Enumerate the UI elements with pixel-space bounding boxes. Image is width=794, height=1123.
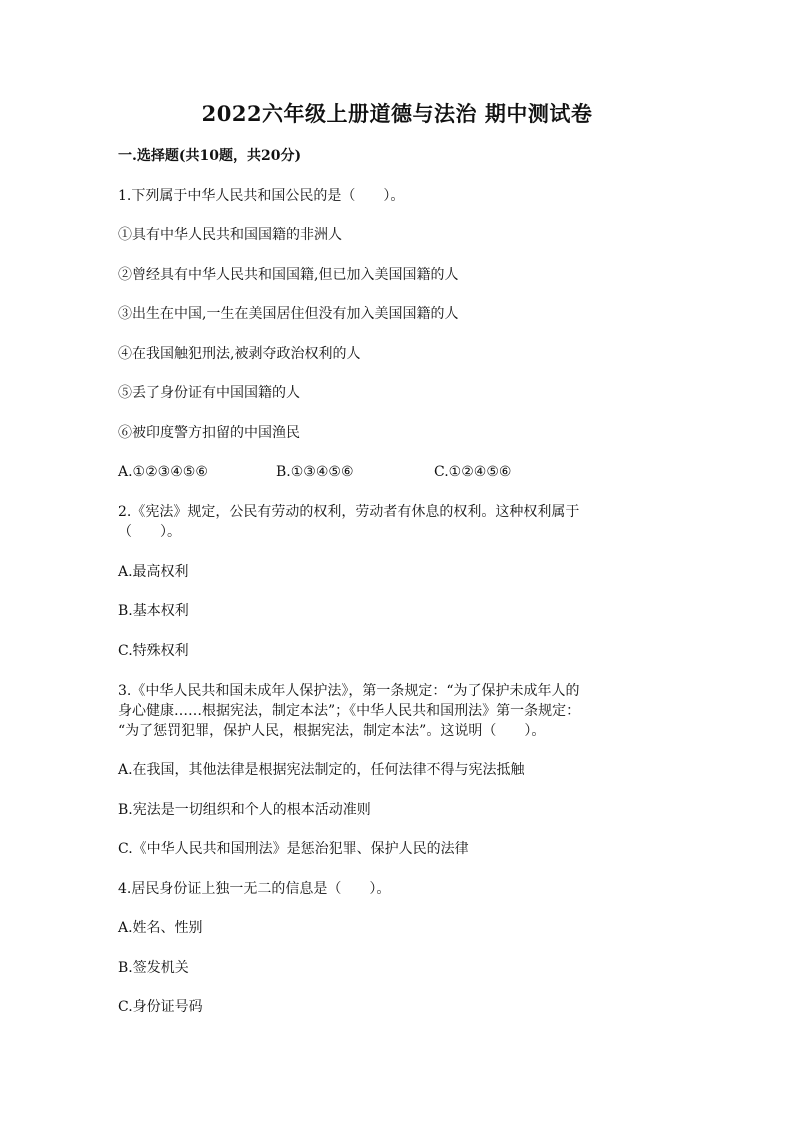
question-3-option-b: B.宪法是一切组织和个人的根本活动准则 [118, 802, 371, 818]
question-2-option-b: B.基本权利 [118, 603, 189, 619]
question-2-option-c: C.特殊权利 [118, 643, 189, 659]
question-2-option-a: A.最高权利 [118, 564, 189, 580]
question-3-option-c: C.《中华人民共和国刑法》是惩治犯罪、保护人民的法律 [118, 841, 469, 857]
question-1-item-4: ④在我国触犯刑法,被剥夺政治权利的人 [118, 346, 361, 362]
question-1-option-b: B.①③④⑤⑥ [276, 464, 354, 480]
question-4-option-b: B.签发机关 [118, 960, 189, 976]
question-4-stem: 4.居民身份证上独一无二的信息是（ ）。 [118, 881, 391, 897]
question-1-item-6: ⑥被印度警方扣留的中国渔民 [118, 425, 300, 441]
question-3-stem-line-1: 3.《中华人民共和国未成年人保护法》，第一条规定：“为了保护未成年人的 [118, 683, 580, 699]
question-3-stem-line-3: “为了惩罚犯罪，保护人民，根据宪法，制定本法”。这说明（ ）。 [118, 723, 546, 739]
question-1-item-3: ③出生在中国,一生在美国居住但没有加入美国国籍的人 [118, 306, 459, 322]
question-1-option-a: A.①②③④⑤⑥ [118, 464, 208, 480]
question-2-stem-line-2: （ ）。 [118, 524, 181, 540]
question-1-options [118, 462, 592, 482]
question-1-item-1: ①具有中华人民共和国国籍的非洲人 [118, 227, 342, 243]
section-heading: 一.选择题(共10题，共20分) [118, 148, 302, 164]
question-3-option-a: A.在我国，其他法律是根据宪法制定的，任何法律不得与宪法抵触 [118, 762, 525, 778]
question-1-item-5: ⑤丢了身份证有中国国籍的人 [118, 385, 300, 401]
question-4-option-c: C.身份证号码 [118, 999, 203, 1015]
page-title: 2022六年级上册道德与法治 期中测试卷 [201, 101, 593, 126]
question-1-option-c: C.①②④⑤⑥ [434, 464, 512, 480]
question-1-stem: 1.下列属于中华人民共和国公民的是（ ）。 [118, 188, 405, 204]
question-2-stem-line-1: 2.《宪法》规定，公民有劳动的权利，劳动者有休息的权利。这种权利属于 [118, 504, 580, 520]
question-4-option-a: A.姓名、性别 [118, 920, 203, 936]
question-3-stem-line-2: 身心健康……根据宪法，制定本法”；《中华人民共和国刑法》第一条规定： [118, 703, 581, 719]
question-1-item-2: ②曾经具有中华人民共和国国籍,但已加入美国国籍的人 [118, 267, 459, 283]
